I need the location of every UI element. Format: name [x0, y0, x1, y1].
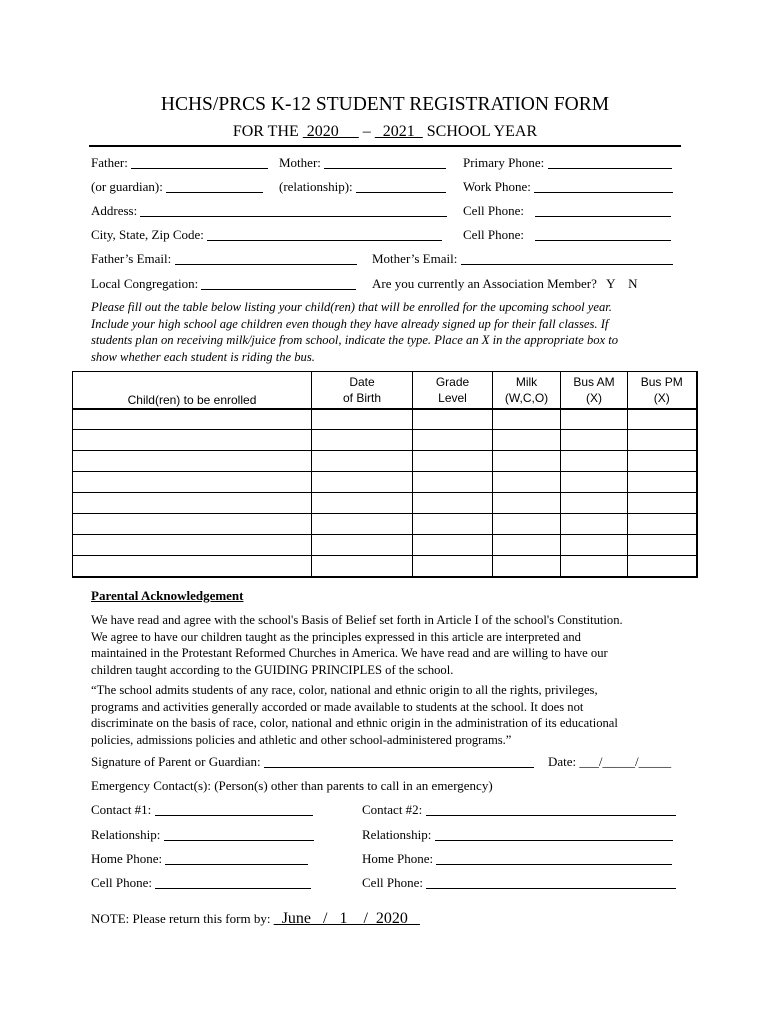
cell-phone-2-field: [463, 227, 671, 243]
table-cell[interactable]: [628, 535, 697, 556]
table-cell[interactable]: [561, 514, 628, 535]
home-phone-2-field: [362, 851, 672, 867]
ack-line: policies, admissions policies and athletic and other school-administered programs.”: [91, 732, 512, 747]
table-row: [73, 451, 697, 472]
header-bus-pm: [628, 372, 697, 409]
work-phone-blank[interactable]: [534, 179, 673, 193]
mother-field: [279, 155, 446, 171]
cell-phone-1-field: [463, 203, 671, 219]
header-bus-am: [561, 372, 628, 409]
table-row: [73, 472, 697, 493]
header-line: Grade: [435, 375, 470, 389]
instructions-line: Please fill out the table below listing your child(ren) that will be enrolled for the upcoming school year.: [91, 300, 612, 314]
contact-2-label: Contact #2:: [362, 802, 423, 817]
header-grade-level: [413, 372, 493, 409]
table-cell[interactable]: [561, 556, 628, 577]
header-line: Bus AM: [573, 375, 615, 389]
header-line: Bus PM: [640, 375, 683, 389]
home-phone-1-blank[interactable]: [165, 851, 308, 865]
relationship-blank[interactable]: [356, 179, 446, 193]
mother-blank[interactable]: [324, 155, 446, 169]
cell-phone-2-label: Cell Phone:: [463, 227, 525, 242]
header-children: [73, 372, 312, 409]
table-cell[interactable]: [312, 493, 413, 514]
table-cell[interactable]: [73, 409, 312, 430]
return-year: 2020: [367, 910, 420, 927]
table-cell[interactable]: [73, 472, 312, 493]
table-cell[interactable]: [73, 556, 312, 577]
table-cell[interactable]: [628, 409, 697, 430]
association-question: Are you currently an Association Member? Y N: [372, 276, 638, 291]
table-cell[interactable]: [413, 472, 493, 493]
local-congregation-label: Local Congregation:: [91, 276, 199, 291]
table-cell[interactable]: [413, 556, 493, 577]
city-state-zip-field: [91, 227, 442, 243]
table-cell[interactable]: [628, 493, 697, 514]
relationship-1-field: [91, 827, 314, 843]
table-row: [73, 409, 697, 430]
acknowledgement-heading: Parental Acknowledgement: [91, 588, 244, 603]
ack-line: programs and activities generally accorded or made available to students at the school. It does not: [91, 699, 584, 714]
relationship-2-label: Relationship:: [362, 827, 432, 842]
return-day: 1: [327, 910, 364, 927]
table-row: [73, 535, 697, 556]
acknowledgement-paragraph-2: [91, 682, 683, 748]
ack-line: maintained in the Protestant Reformed Churches in America. We have read and are willing to have our: [91, 646, 608, 660]
mothers-email-field: [372, 251, 673, 267]
table-cell[interactable]: [73, 514, 312, 535]
date-field[interactable]: Date: ___/_____/_____: [548, 754, 672, 769]
table-cell[interactable]: [73, 430, 312, 451]
subtitle-suffix: SCHOOL YEAR: [422, 123, 538, 140]
header-line: Level: [438, 391, 467, 405]
table-cell[interactable]: [73, 451, 312, 472]
table-cell[interactable]: [312, 430, 413, 451]
city-state-zip-label: City, State, Zip Code:: [91, 227, 204, 242]
header-line: (X): [586, 391, 602, 405]
table-row: [73, 430, 697, 451]
instructions-line: students plan on receiving milk/juice from school, indicate the type. Place an X in the appropriate box to: [91, 333, 619, 347]
relationship-field: [279, 179, 446, 195]
cell-phone-1-emergency-field: [91, 875, 311, 891]
children-table: [72, 371, 698, 578]
date-separator: /: [363, 910, 368, 927]
emergency-heading: Emergency Contact(s): (Person(s) other than parents to call in an emergency): [91, 778, 493, 793]
return-note: [91, 910, 420, 928]
table-cell[interactable]: [628, 430, 697, 451]
table-cell[interactable]: [413, 451, 493, 472]
return-note-label: NOTE: Please return this form by:: [91, 911, 274, 926]
table-cell[interactable]: [312, 409, 413, 430]
table-cell[interactable]: [561, 535, 628, 556]
table-cell[interactable]: [561, 493, 628, 514]
home-phone-2-blank[interactable]: [436, 851, 672, 865]
guardian-field: [91, 179, 263, 195]
acknowledgement-paragraph-1: [91, 612, 683, 678]
school-year-end: 2021: [374, 123, 423, 140]
fathers-email-field: [91, 251, 357, 267]
table-cell[interactable]: [312, 535, 413, 556]
cell-phone-1-emergency-label: Cell Phone:: [91, 875, 153, 890]
contact-2-blank[interactable]: [426, 802, 676, 816]
guardian-label: (or guardian):: [91, 179, 163, 194]
cell-phone-2-emergency-field: [362, 875, 676, 891]
school-year-start: 2020: [302, 123, 359, 140]
table-row: [73, 493, 697, 514]
father-blank[interactable]: [131, 155, 268, 169]
home-phone-2-label: Home Phone:: [362, 851, 434, 866]
table-cell[interactable]: [312, 472, 413, 493]
subtitle-dash: –: [358, 123, 375, 140]
ack-line: children taught according to the GUIDING PRINCIPLES of the school.: [91, 662, 454, 677]
subtitle-prefix: FOR THE: [232, 123, 303, 140]
relationship-1-label: Relationship:: [91, 827, 161, 842]
table-cell[interactable]: [628, 472, 697, 493]
table-cell[interactable]: [628, 451, 697, 472]
header-milk: [493, 372, 561, 409]
cell-phone-2-emergency-blank[interactable]: [426, 875, 676, 889]
relationship-2-blank[interactable]: [435, 827, 673, 841]
local-congregation-field: [91, 276, 356, 292]
home-phone-1-field: [91, 851, 308, 867]
children-table-body: [73, 409, 697, 577]
table-cell[interactable]: [493, 493, 561, 514]
father-label: Father:: [91, 155, 128, 170]
table-cell[interactable]: [312, 556, 413, 577]
contact-1-label: Contact #1:: [91, 802, 152, 817]
table-cell[interactable]: [312, 451, 413, 472]
father-field: [91, 155, 268, 171]
table-cell[interactable]: [561, 430, 628, 451]
table-cell[interactable]: [493, 409, 561, 430]
table-cell[interactable]: [493, 472, 561, 493]
signature-label: Signature of Parent or Guardian:: [91, 754, 261, 769]
header-children-label: Child(ren) to be enrolled: [127, 392, 257, 407]
date-separator: /: [323, 910, 328, 927]
header-date-of-birth: [312, 372, 413, 409]
table-row: [73, 556, 697, 577]
fathers-email-blank[interactable]: [175, 251, 357, 265]
table-cell[interactable]: [413, 493, 493, 514]
cell-phone-2-blank[interactable]: [535, 227, 671, 241]
address-blank[interactable]: [140, 203, 447, 217]
ack-line: We have read and agree with the school's Basis of Belief set forth in Article I of the school's Constitution.: [91, 613, 623, 627]
relationship-1-blank[interactable]: [164, 827, 314, 841]
local-congregation-blank[interactable]: [201, 276, 356, 290]
fathers-email-label: Father’s Email:: [91, 251, 172, 266]
cell-phone-2-emergency-label: Cell Phone:: [362, 875, 424, 890]
table-cell[interactable]: [561, 409, 628, 430]
table-cell[interactable]: [73, 493, 312, 514]
table-cell[interactable]: [73, 535, 312, 556]
address-label: Address:: [91, 203, 138, 218]
header-line: (W,C,O): [504, 391, 549, 405]
mother-label: Mother:: [279, 155, 321, 170]
title-divider: [89, 145, 681, 147]
cell-phone-1-label: Cell Phone:: [463, 203, 525, 218]
primary-phone-label: Primary Phone:: [463, 155, 545, 170]
city-state-zip-blank[interactable]: [207, 227, 442, 241]
table-cell[interactable]: [413, 514, 493, 535]
contact-2-field: [362, 802, 676, 818]
primary-phone-blank[interactable]: [548, 155, 672, 169]
header-line: Milk: [515, 375, 538, 389]
ack-line: “The school admits students of any race, color, national and ethnic origin to all the rights, privileges,: [91, 683, 598, 697]
table-cell[interactable]: [493, 430, 561, 451]
signature-field: [91, 754, 534, 770]
instructions-line: show whether each student is riding the bus.: [91, 349, 315, 364]
home-phone-1-label: Home Phone:: [91, 851, 163, 866]
table-cell[interactable]: [628, 556, 697, 577]
relationship-label: (relationship):: [279, 179, 353, 194]
table-cell[interactable]: [561, 451, 628, 472]
return-month: June: [273, 910, 324, 927]
table-cell[interactable]: [493, 514, 561, 535]
header-line: of Birth: [342, 391, 381, 405]
table-cell[interactable]: [493, 556, 561, 577]
table-cell[interactable]: [413, 430, 493, 451]
mothers-email-label: Mother’s Email:: [372, 251, 458, 266]
instructions: [91, 299, 683, 365]
header-line: Date: [349, 375, 375, 389]
cell-phone-1-blank[interactable]: [535, 203, 671, 217]
form-title: HCHS/PRCS K-12 STUDENT REGISTRATION FORM: [160, 94, 610, 115]
relationship-2-field: [362, 827, 673, 843]
contact-1-field: [91, 802, 313, 818]
instructions-line: Include your high school age children even though they have already signed up for their fall classes. If: [91, 316, 609, 331]
address-field: [91, 203, 447, 219]
table-cell[interactable]: [561, 472, 628, 493]
table-cell[interactable]: [413, 535, 493, 556]
signature-blank[interactable]: [264, 754, 534, 768]
table-header-row: [73, 372, 697, 409]
contact-1-blank[interactable]: [155, 802, 313, 816]
mothers-email-blank[interactable]: [461, 251, 673, 265]
primary-phone-field: [463, 155, 672, 171]
table-cell[interactable]: [493, 535, 561, 556]
cell-phone-1-emergency-blank[interactable]: [155, 875, 311, 889]
work-phone-label: Work Phone:: [463, 179, 531, 194]
table-cell[interactable]: [413, 409, 493, 430]
ack-line: discriminate on the basis of race, color, national and ethnic origin in the administration of its educational: [91, 716, 618, 730]
form-subtitle: [0, 123, 770, 141]
header-line: (X): [653, 391, 670, 405]
table-cell[interactable]: [312, 514, 413, 535]
table-cell[interactable]: [628, 514, 697, 535]
table-row: [73, 514, 697, 535]
ack-line: We agree to have our children taught as the principles expressed in this article are interpreted and: [91, 629, 581, 644]
table-cell[interactable]: [493, 451, 561, 472]
work-phone-field: [463, 179, 673, 195]
guardian-blank[interactable]: [166, 179, 263, 193]
